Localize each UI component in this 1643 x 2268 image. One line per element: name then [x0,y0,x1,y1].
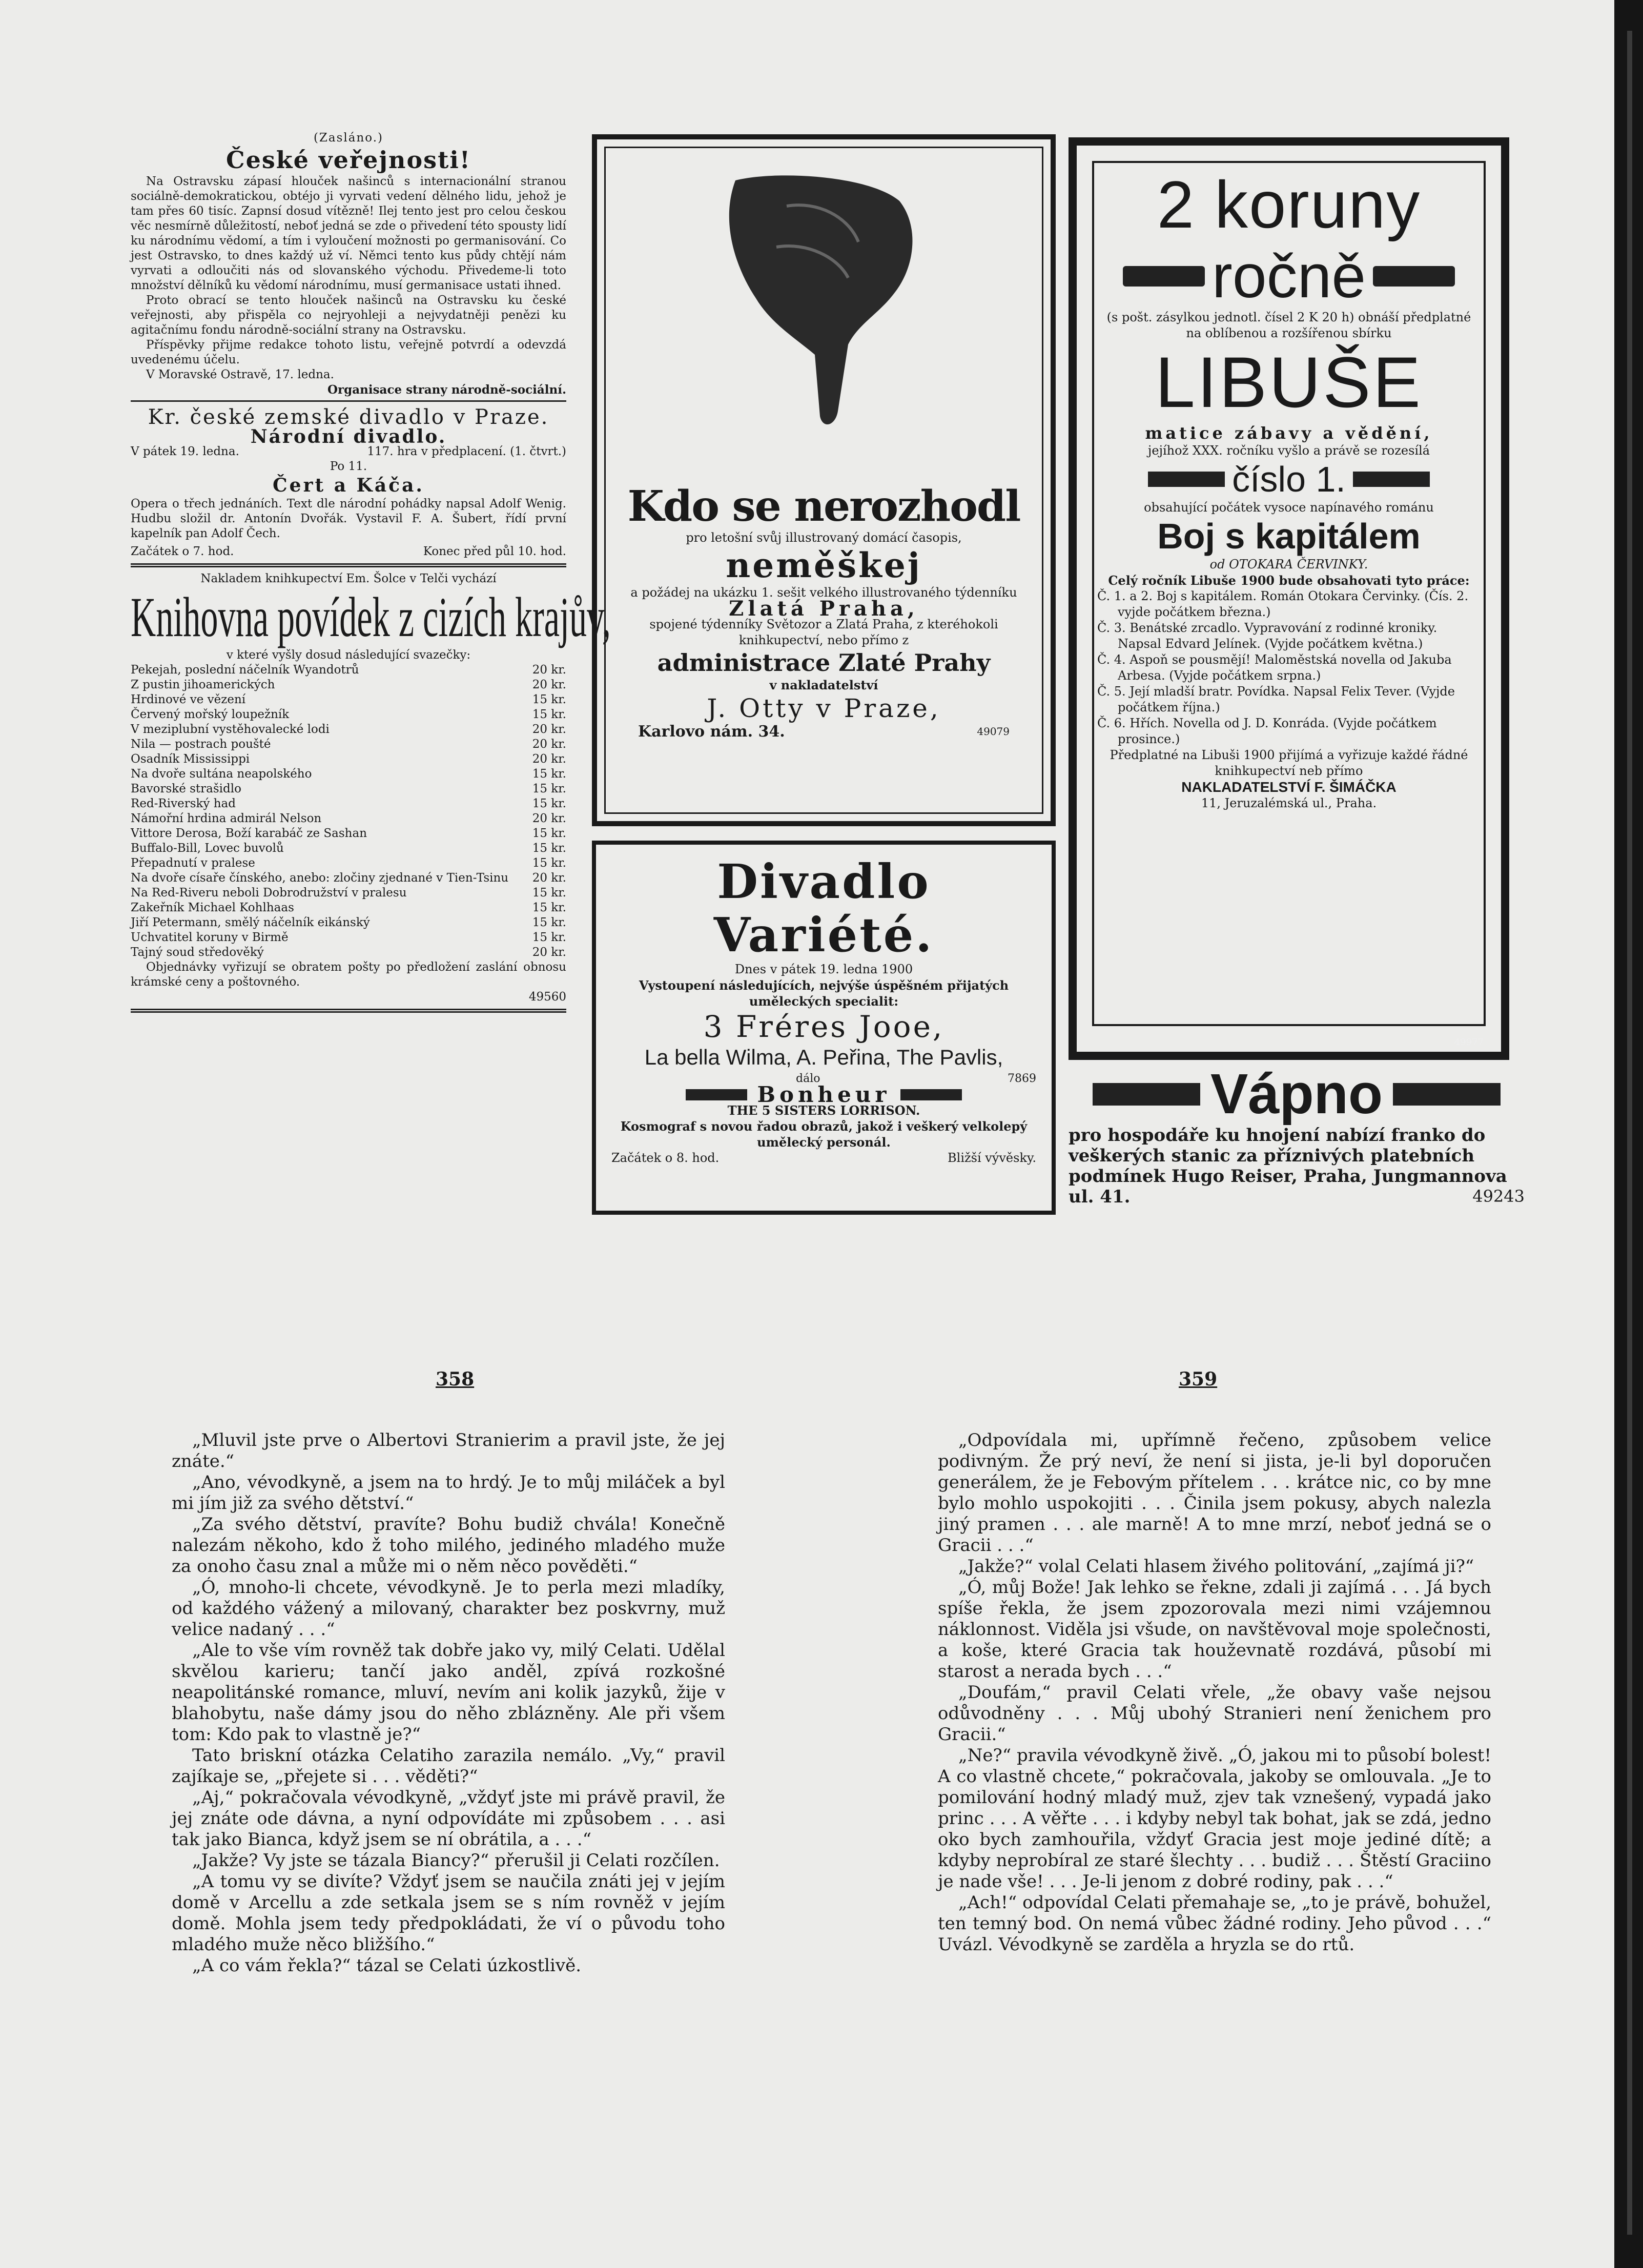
hand-left-icon [1093,1083,1200,1106]
book-item [131,692,566,707]
book-title: Na dvoře sultána neapolského [131,767,312,781]
appeal-text-2: Proto obrací se tento hlouček našinců na Ostravsku ku české veřejnosti, aby přispěla co nejryohleji a nejvydatněji penězi ku agitačnímu fondu národně-sociální strany na Ostravsku. [131,294,566,337]
book-item [131,841,566,856]
appeal-text: Na Ostravsku zápasí hlouček našinců s internacionální stranou sociálně-demokratickou, obtéjo ji vyrvati vedení dělného lidu, jehož je tam přes 60 tisíc. Zapnsí dosud vítězně! Ilej tento jest pro celou českou věc nesmírně důležitostí, neboť jedná se zde o přivedení této spousty lidí ku národnímu vědomí, a tím i vyloučení možnosti po germanisování. Co jest Ostravsko, to dnes každý už ví. Němci tento kus půdy chtějí nám vyrvati a odloučiti nás od slovanského východu. Přivedeme-li toto množství dělníků ku vědomí národnímu, musí germanisace ustati ihned. [131,175,566,292]
vapno-heading: Vápno [1210,1063,1383,1126]
hand-left-icon [686,1089,747,1100]
cely-rocnik: Celý ročník Libuše 1900 bude obsahovati tyto práce: [1108,573,1470,588]
book-item [131,826,566,841]
play-description: Opera o třech jednáních. Text dle národní pohádky napsal Adolf Wenig. Hudbu složil dr. Antonín Dvořák. Vystavil F. A. Šubert, řídí první kapelník pan Adolf Čech. [131,497,566,540]
libuse-item: Č. 5. Její mladší bratr. Povídka. Napsal Felix Tever. (Vyjde počátkem října.) [1097,684,1455,714]
book-price: 15 kr. [532,767,566,781]
book-title: Uchvatitel koruny v Birmě [131,931,289,944]
story-paragraph: „Doufám,“ pravil Celati vřele, „že obavy vaše nejsou odůvodněny . . . Můj ubohý Stranieri není ženichem pro Gracii.“ [938,1682,1491,1745]
theatre-start: Začátek o 7. hod. [131,545,234,558]
story-paragraph: „Mluvil jste prve o Albertovi Stranierim a pravil jste, že jej znáte.“ [172,1430,725,1472]
book-price: 15 kr. [532,782,566,795]
hand-right-icon [1393,1083,1501,1106]
book-title: Red-Riverský had [131,797,236,810]
vapno-code: 49243 [1472,1187,1525,1206]
sisters: THE 5 SISTERS LORRISON. [727,1103,920,1118]
simacek: NAKLADATELSTVÍ F. ŠIMÁČKA [1181,779,1396,795]
story-paragraph: „A tomu vy se divíte? Vždyť jsem se naučila znáti jej v jejím domě v Arcellu a zde setkala jsem se s ním rovněž v jejím domě. Mohla jsem tedy předpokládati, že ví o původu toho mladého muže něco bližšího.“ [172,1871,725,1955]
otty-name: J. Otty v Praze, [707,693,941,723]
book-item [131,796,566,811]
administrace: administrace Zlaté Prahy [657,649,991,677]
book-item [131,663,566,678]
simacek-address: 11, Jeruzalémská ul., Praha. [1201,796,1377,810]
otty-address-row [607,724,1040,740]
theatre-times [131,544,566,559]
book-title: Na Red-Riveru neboli Dobrodružství v pralesu [131,886,407,900]
book-price: 20 kr. [532,812,566,825]
theatre-title: Kr. české zemské divadlo v Praze. [148,405,549,429]
zaslano-label: (Zasláno.) [313,131,384,145]
pozadej-text: a požádej na ukázku 1. sešit velkého illustrovaného týdenníku [630,585,1017,600]
book-title: Červený mořský loupežník [131,708,290,721]
hand-right-icon [1353,472,1430,487]
vapno-row [1069,1064,1525,1125]
book-price: 20 kr. [532,752,566,766]
book-price: 20 kr. [532,723,566,736]
book-title: Na dvoře císaře čínského, anebo: zločiny zjednané v Tien-Tsinu [131,871,509,885]
column-1 [131,131,611,1017]
book-title: Námořní hrdina admirál Nelson [131,812,322,825]
variete-text [601,855,1046,1166]
book-item [131,915,566,930]
double-divider [131,563,566,567]
book-price: 20 kr. [532,946,566,959]
autor: od OTOKARA ČERVINKY. [1209,557,1368,571]
book-list [131,663,566,960]
book-item [131,930,566,945]
nakladatelstvi-label: v nakladatelství [769,678,878,692]
variete-date: Dnes v pátek 19. ledna 1900 [734,962,913,976]
book-item [131,886,566,901]
predplatne: Předplatné na Libuši 1900 přijímá a vyřizuje každé řádné knihkupectví neb přímo [1110,748,1468,778]
page-edge-shadow [1627,31,1632,2235]
story-paragraph: „Jakže?“ volal Celati hlasem živého politování, „zajímá ji?“ [958,1556,1474,1577]
variete-code: 7869 [1008,1072,1036,1085]
story-paragraph: „Ano, vévodkyně, a jsem na to hrdý. Je to můj miláček a byl mi jím již za svého dětství.“ [172,1472,725,1514]
zlata-praha-text [607,483,1040,740]
narodni-divadlo: Národní divadlo. [250,426,447,447]
order-code: 49560 [528,990,566,1004]
obsahujici: obsahující počátek vysoce napínavého románu [1144,500,1434,515]
theatre-po: Po 11. [330,460,367,473]
book-item [131,752,566,767]
hand-left-icon [1123,266,1205,287]
book-title: Z pustin jihoamerických [131,678,275,691]
variete-ad [592,841,1056,1215]
hand-right-icon [900,1089,962,1100]
knihovna-wrap [131,586,611,648]
book-item [131,678,566,692]
variete-more: Bližší vývěsky. [948,1151,1036,1165]
book-price: 15 kr. [532,901,566,914]
book-item [131,722,566,737]
book-price: 15 kr. [532,856,566,870]
libuse-item: Č. 6. Hřích. Novella od J. D. Konráda. (Vyjde počátkem prosince.) [1097,716,1437,746]
book-item [131,707,566,722]
book-price: 15 kr. [532,886,566,900]
variete-footer [601,1150,1046,1166]
kdo-sub: pro letošní svůj illustrovaný domácí časopis, [686,530,962,545]
variete-start: Začátek o 8. hod. [611,1151,720,1165]
freres-jooe: 3 Fréres Jooe, [703,1009,944,1044]
publisher-line: Nakladem knihkupectví Em. Šolce v Telči vychází [200,572,497,585]
book-item [131,782,566,796]
book-price: 15 kr. [532,827,566,840]
story-paragraph: „Jakže? Vy jste se tázala Biancy?“ přerušil ji Celati rozčílen. [192,1850,720,1871]
theatre-end: Konec před půl 10. hod. [423,545,566,558]
story-paragraph: „Ó, mnoho-li chcete, vévodkyně. Je to perla mezi mladíky, od každého vážený a milovaný, charakter bez poskvrny, muž velice nadaný . . .“ [172,1577,725,1640]
libuse-code: 49977 [1454,1037,1484,1048]
cislo-heading: číslo 1. [1232,459,1346,499]
divider [131,400,566,402]
appeal-place-date: V Moravské Ostravě, 17. ledna. [146,368,334,381]
book-item [131,856,566,871]
vapno-text: pro hospodáře ku hnojení nabízí franko do veškerých stanic za příznivých platebních podmínek Hugo Reiser, Praha, Jungmannova ul. 41. [1069,1125,1507,1207]
story-page-358 [172,1430,725,1976]
book-title: Zakeřník Michael Kohlhaas [131,901,294,914]
appeal-signature: Organisace strany národně-sociální. [327,383,566,397]
book-price: 20 kr. [532,678,566,691]
book-title: Bavorské strašidlo [131,782,241,795]
book-price: 15 kr. [532,842,566,855]
story-paragraph: Tato briskní otázka Celatiho zarazila nemálo. „Vy,“ pravil zajíkaje se, „přejete si . . . věděti?“ [172,1745,725,1787]
zlata-praha-name: Zlatá Praha, [729,597,919,621]
book-item [131,737,566,752]
story-paragraph: „Ale to vše vím rovněž tak dobře jako vy, milý Celati. Udělal skvělou karieru; tančí jako anděl, zpívá rozkošné neapolitánské romance, mluví, nevím ani kolik jazyků, žije v blahobytu, naše dámy jsou do něho zblázněny. Ale při všem tom: Kdo pak to vlastně je?“ [172,1640,725,1745]
rocnik: jejíhož XXX. ročníku vyšlo a právě se rozesílá [1147,443,1430,458]
page-number-right: 359 [1179,1368,1218,1390]
otty-address: Karlovo nám. 34. [638,723,785,741]
cislo-row [1097,459,1481,500]
nemeskej-heading: neměškej [726,545,922,585]
libuse-item: Č. 1. a 2. Boj s kapitálem. Román Otokara Červinky. (Čís. 2. vyjde počátkem března.) [1097,589,1469,619]
book-item [131,767,566,782]
story-paragraph: „Aj,“ pokračovala vévodkyně, „vždyť jste mi právě pravil, že jej znáte ode dávna, a nyní odpovídáte mi způsobem . . . asi tak jako Bianca, když jsem se ní obrátila, a . . .“ [172,1787,725,1850]
book-title: Hrdinové ve vězení [131,693,246,706]
boj-heading: Boj s kapitálem [1157,516,1421,556]
theatre-subscription: 117. hra v předplacení. (1. čtvrt.) [367,445,566,458]
divadlo-heading: Divadlo Variété. [713,854,934,963]
ad-code: 49079 [977,725,1010,738]
matice: matice zábavy a vědění, [1145,423,1433,443]
performers: La bella Wilma, A. Peřina, The Pavlis, [644,1045,1003,1069]
kosmograf: Kosmograf s novou řadou obrazů, jakož i veškerý velkolepý umělecký personál. [620,1119,1028,1150]
story-paragraph: „Ó, můj Bože! Jak lehko se řekne, zdali ji zajímá . . . Já bych spíše řekla, že jsem zpozorovala mezi nimi vzájemnou náklonnost. Viděla jsi všude, on navštěvoval moje společnosti, a koše, které Gracia tak houževnatě rozdává, působí mi starost a nerada bych . . .“ [938,1577,1491,1682]
spojene-text: spojené týdenníky Světozor a Zlatá Praha, z kteréhokoli knihkupectví, nebo přímo z [649,617,998,647]
book-item [131,871,566,886]
story-paragraph: „Ne?“ pravila vévodkyně živě. „Ó, jakou mi to působí bolest! A co vlastně chcete,“ pokračovala, jakoby se omlouvala. „Je to pomilování hodný mladý muž, zjev tak vznešený, vypadá jako princ . . . A věřte . . . i kdyby nebyl tak bohat, jak se zdá, jedno oko bych zamhouřila, vždyť Gracia jest moje jediné dítě; a kdyby neprobíral ze staré šlechty . . . budiž . . . Štěstí Graciino je nade vše! . . . Je-li jenom z dobré rodiny, pak . . .“ [938,1745,1491,1892]
book-title: Nila — postrach poušté [131,738,271,751]
order-note: Objednávky vyřizují se obratem pošty po předložení zaslání obnosu krámské ceny a poštovného. [131,961,566,989]
book-title: Vittore Derosa, Boží karabáč ze Sashan [131,827,367,840]
book-price: 15 kr. [532,916,566,929]
kdo-heading: Kdo se nerozhodl [627,482,1020,531]
book-price: 15 kr. [532,931,566,944]
appeal-heading: České veřejnosti! [225,146,471,174]
book-title: Osadník Mississippi [131,752,250,766]
book-title: Tajný soud středověký [131,946,264,959]
bonheur: Bonheur [757,1082,891,1107]
book-title: V meziplubní vystěhovalecké lodi [131,723,330,736]
story-paragraph: „Odpovídala mi, upřímně řečeno, způsobem velice podivným. Že prý neví, že není si jista, je-li byl doporučen generálem, že je Febovým přítelem . . . krátce nic, co by mne bylo mohlo uspokojiti . . . Činila jsem pokusy, abych nalezla jiný pramen . . . ale marně! A to mne mrzí, neboť jedná se o Gracii . . .“ [938,1430,1491,1556]
book-list-intro: v které vyšly dosud následující svazečky: [226,648,471,662]
theatre-date: V pátek 19. ledna. [131,445,239,458]
book-price: 15 kr. [532,693,566,706]
libuse-heading: LIBUŠE [1155,342,1423,422]
libuse-items [1097,588,1481,747]
libuse-item: Č. 4. Aspoň se pousmějí! Maloměstská novella od Jakuba Arbesa. (Vyjde počátkem srpna.) [1097,652,1452,683]
book-item [131,811,566,826]
book-price: 20 kr. [532,738,566,751]
book-title: Pekejah, poslední náčelník Wyandotrů [131,663,359,677]
rocne-heading: ročně [1211,242,1366,311]
book-item [131,901,566,915]
book-price: 20 kr. [532,871,566,885]
hand-right-icon [1373,266,1455,287]
page-number-left: 358 [436,1368,475,1390]
book-item [131,945,566,960]
vapno-ad [1069,1064,1525,1206]
bonheur-row [601,1082,1046,1107]
knihovna-title: Knihovna povídek z cizích krajův, [131,586,611,648]
libuse-ad [1069,137,1509,1060]
book-title: Jiří Petermann, smělý náčelník eikánský [131,916,370,929]
libuse-item: Č. 3. Benátské zrcadlo. Vypravování z rodinné kroniky. Napsal Edvard Jelínek. (Vyjde počátkem května.) [1097,621,1437,651]
book-title: Přepadnutí v pralese [131,856,255,870]
book-title: Buffalo-Bill, Lovec buvolů [131,842,284,855]
play-title: Čert a Káča. [273,475,424,496]
pointing-hand-icon [715,170,930,437]
rocne-row [1097,243,1481,310]
story-paragraph: „A co vám řekla?“ tázal se Celati úzkostlivě. [192,1955,582,1976]
dalo: dálo [796,1072,820,1085]
libuse-content [1097,166,1481,811]
zlata-praha-ad [592,134,1056,826]
book-price: 15 kr. [532,708,566,721]
double-divider-bottom [131,1009,566,1013]
hand-left-icon [1148,472,1225,487]
story-paragraph: „Ach!“ odpovídal Celati přemahaje se, „to je právě, bohužel, ten temný bod. On nemá vůbec žádné rodiny. Jeho původ . . .“ Uvázl. Vévodkyně se zarděla a hryzla se do rtů. [938,1892,1491,1955]
story-page-359 [938,1430,1491,1955]
book-price: 15 kr. [532,797,566,810]
book-price: 20 kr. [532,663,566,677]
koruny-heading: 2 koruny [1157,167,1421,242]
variete-intro: Vystoupení následujících, nejvýše úspěšném přijatých uměleckých specialit: [639,978,1009,1009]
story-paragraph: „Za svého dětství, pravíte? Bohu budiž chvála! Konečně nalezám někoho, kdo ž toho milého, jediného mladého muže za onoho času znal a může mi o něm něco pověděti.“ [172,1514,725,1577]
post-text: (s pošt. zásylkou jednotl. čísel 2 K 20 h) obnáší předplatné na oblíbenou a rozšířenou sbírku [1106,310,1471,340]
appeal-text-3: Příspěvky přijme redakce tohoto listu, veřejně potvrdí a odevzdá uvedenému účelu. [131,338,566,366]
